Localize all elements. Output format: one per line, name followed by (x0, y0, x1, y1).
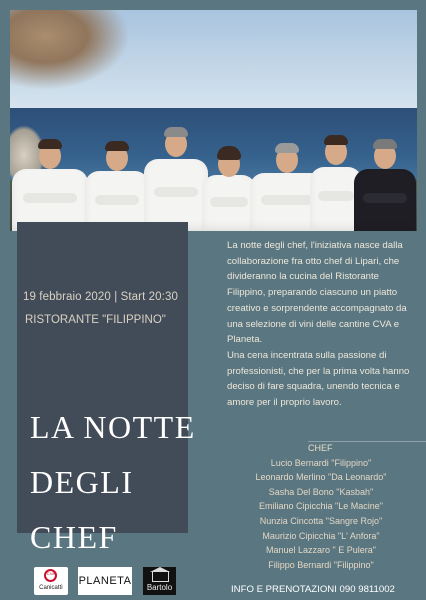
list-item: Emiliano Cipicchia "Le Macine" (259, 501, 383, 512)
list-item: Sasha Del Bono "Kasbah" (268, 486, 374, 497)
cva-logo-bottom: Canicattì (39, 585, 63, 591)
cva-logo (34, 567, 68, 595)
chef-list-divider (308, 441, 426, 442)
chef-list (236, 441, 406, 572)
list-item: Nunzia Cincotta "Sangre Rojo" (259, 515, 383, 526)
house-icon (152, 571, 169, 582)
info-reservations: INFO E PRENOTAZIONI 090 9811002 (231, 584, 395, 595)
event-description (227, 238, 413, 411)
list-item: Manuel Lazzaro " E Pulera" (266, 545, 376, 556)
bartolo-logo-text: Bartolo (146, 583, 173, 592)
list-item: Maurizio Cipicchia "L' Anfora" (262, 530, 380, 541)
chef-figure-1 (12, 121, 88, 231)
planeta-logo: PLANETA (78, 567, 132, 595)
cva-logo-top: CVA (47, 571, 55, 576)
list-item: Lucio Bernardi "Filippino" (270, 457, 372, 468)
chef-figure-7 (354, 127, 416, 231)
chef-figure-2 (85, 125, 149, 231)
description-paragraph-1: La notte degli chef, l'iniziativa nasce dalla collaborazione fra otto chef di Lipari, che divideranno la cucina del Ristorante Filippino, preparando ciascuno un piatto creativo e sorprendente accompagnato da una selezione di vini delle cantine CVA e Planeta. (227, 240, 407, 346)
chef-list-header: CHEF (308, 443, 333, 453)
chefs-photo (10, 10, 417, 231)
title-line-2: DEGLI (30, 464, 134, 500)
event-venue: RISTORANTE "FILIPPINO" (25, 314, 166, 326)
chef-figure-3 (144, 119, 208, 231)
bartolo-logo (143, 567, 176, 595)
title-line-1: LA NOTTE (30, 409, 196, 445)
list-item: Leonardo Merlino "Da Leonardo" (255, 472, 387, 483)
list-item: Filippo Bernardi "Filippino" (268, 559, 374, 570)
title-line-3: CHEF (30, 519, 118, 555)
event-date: 19 febbraio 2020 | Start 20:30 (23, 291, 178, 303)
event-title (30, 400, 230, 565)
tree-branches (10, 10, 130, 90)
description-paragraph-2: Una cena incentrata sulla passione di professionisti, che per la prima volta hanno deciso di fare squadra, unendo tecnica e amore per il proprio lavoro. (227, 349, 410, 409)
chef-figure-4 (202, 133, 256, 231)
